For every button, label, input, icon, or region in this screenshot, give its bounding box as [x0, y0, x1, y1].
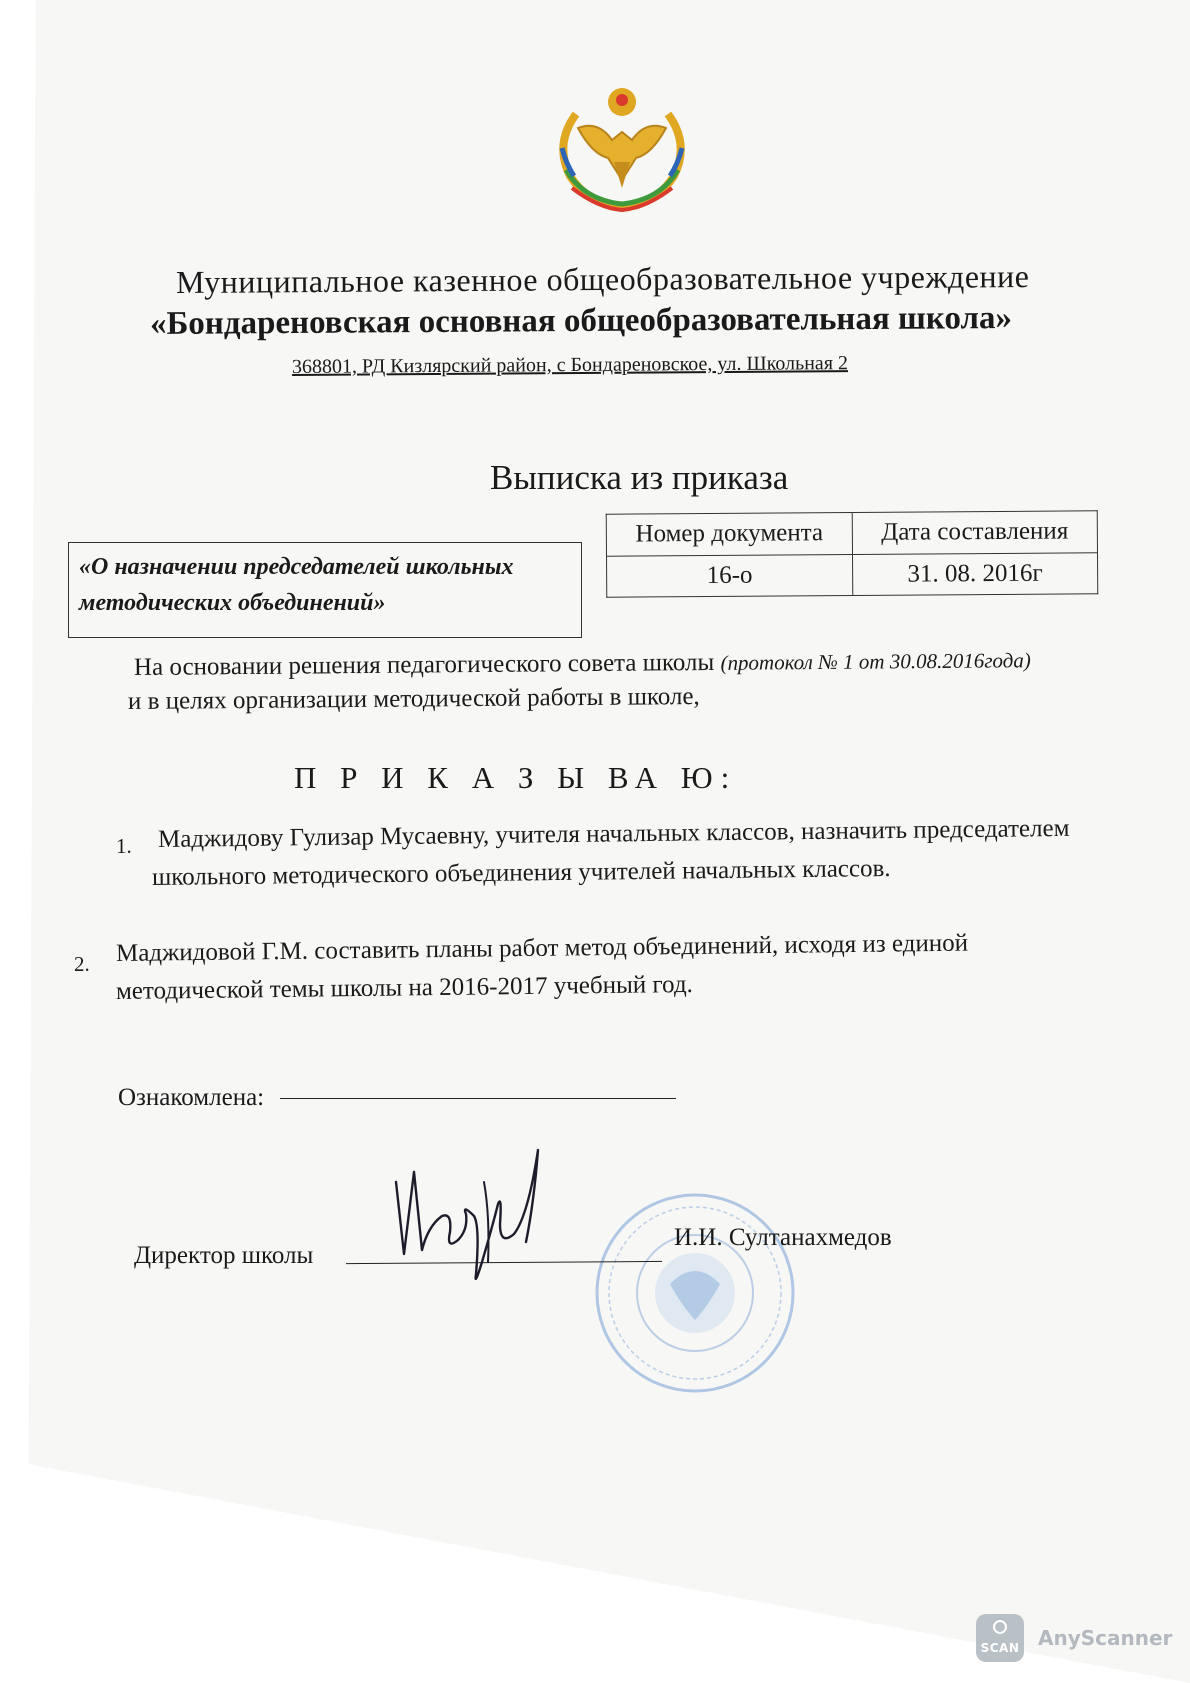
organization-address: 368801, РД Кизлярский район, с Бондареновское, ул. Школьная 2	[291, 352, 849, 378]
scan-badge-label: SCAN	[980, 1641, 1020, 1655]
organization-name: «Бондареновская основная общеобразовательная школа»	[149, 299, 1013, 342]
scan-app-badge	[976, 1614, 1024, 1662]
director-signature-icon	[388, 1142, 558, 1292]
basis-line-2: и в целях организации методической работы в школе,	[127, 683, 700, 715]
document-number: 16-о	[607, 554, 853, 597]
acknowledged-label: Ознакомлена:	[118, 1084, 265, 1111]
scanner-app-name: AnyScanner	[1038, 1626, 1173, 1650]
order-word: П Р И К А З Ы ВА Ю:	[294, 760, 738, 795]
order-subject-line1: «О назначении председателей школьных	[79, 554, 514, 580]
order-subject-line2: методических объединений»	[79, 590, 386, 616]
order-item-2-line1: Маджидовой Г.М. составить планы работ метод объединений, исходя из единой	[115, 929, 969, 967]
order-item-1-line2: школьного методического объединения учителей начальных классов.	[151, 854, 891, 891]
basis-text: На основании решения педагогического совета школы	[133, 648, 715, 681]
order-item-1-line1: Маджидову Гулизар Мусаевну, учителя начальных классов, назначить председателем	[157, 814, 1070, 853]
scan-lens-icon	[993, 1620, 1007, 1634]
document-date: 31. 08. 2016г	[852, 552, 1097, 595]
school-seal-stamp	[590, 1188, 800, 1398]
basis-protocol-note: (протокол № 1 от 30.08.2016года)	[720, 648, 1031, 675]
acknowledged-signature-line	[280, 1098, 676, 1099]
order-item-2-number: 2.	[74, 952, 90, 976]
order-subject-box	[68, 542, 582, 638]
dagestan-emblem-icon	[548, 84, 696, 212]
document-title: Выписка из приказа	[490, 458, 789, 497]
order-item-2-line2: методической темы школы на 2016-2017 учебный год.	[115, 970, 693, 1005]
director-label: Директор школы	[134, 1242, 314, 1269]
organization-type: Муниципальное казенное общеобразовательное учреждение	[175, 258, 1030, 300]
header-document-date: Дата составления	[852, 511, 1097, 554]
order-item-1-number: 1.	[116, 834, 132, 858]
header-document-number: Номер документа	[606, 512, 852, 555]
director-name: И.И. Султанахмедов	[674, 1224, 892, 1251]
document-info-table	[606, 510, 1099, 597]
